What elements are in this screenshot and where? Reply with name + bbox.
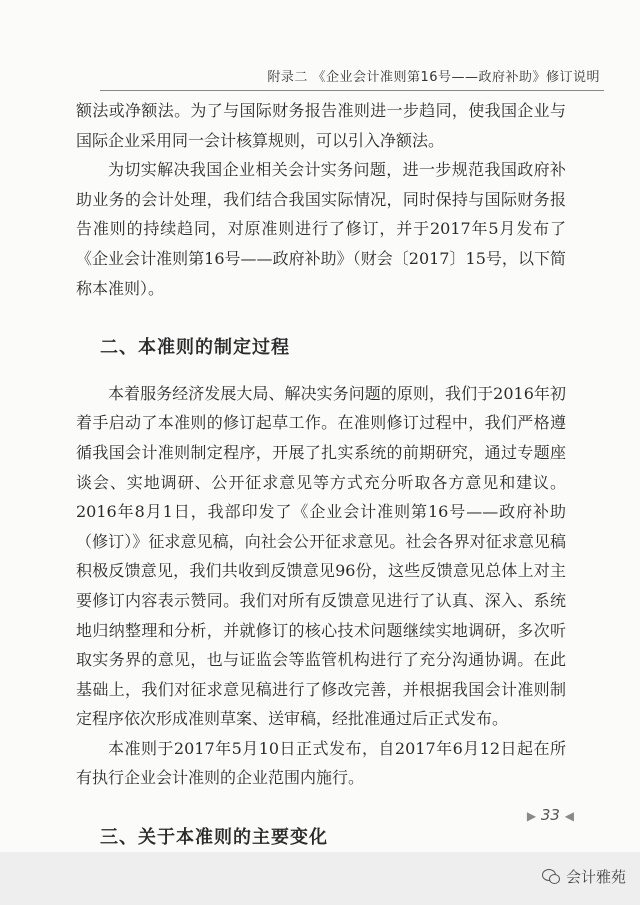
body-text [76, 96, 566, 898]
section-heading: 三、关于本准则的主要变化 [100, 827, 328, 849]
paragraph: 为切实解决我国企业相关会计实务问题，进一步规范我国政府补助业务的会计处理，我们结合我国实际情况，同时保持与国际财务报告准则的持续趋同，对原准则进行了修订，并于2017年5月发布了《企业会计准则第16号——政府补助》（财会〔2017〕15号，以下简称本准则）。 [76, 160, 566, 298]
running-header: 附录二 《企业会计准则第16号——政府补助》修订说明 [267, 70, 600, 85]
right-triangle-icon: ▶ [526, 809, 537, 823]
header-rule [100, 90, 604, 91]
page-number-value: 33 [540, 806, 560, 824]
page-number [527, 806, 574, 824]
watermark [542, 866, 626, 887]
section-heading: 二、本准则的制定过程 [100, 337, 290, 359]
paragraph: 本准则于2017年5月10日正式发布，自2017年6月12日起在所有执行企业会计准则的企业范围内施行。 [76, 738, 566, 788]
wechat-icon [542, 869, 560, 884]
left-triangle-icon: ◀ [564, 809, 574, 823]
paragraph: 本着服务经济发展大局、解决实务问题的原则，我们于2016年初着手启动了本准则的修订起草工作。在准则修订过程中，我们严格遵循我国会计准则制定程序，开展了扎实系统的前期研究，通过专题座谈会、实地调研、公开征求意见等方式充分听取各方意见和建议。2016年8月1日，我部印发了《企业会计准则第16号——政府补助（修订）》征求意见稿，向社会公开征求意见。社会各界对征求意见稿积极反馈意见，我们共收到反馈意见96份，这些反馈意见总体上对主要修订内容表示赞同。我们对所有反馈意见进行了认真、深入、系统地归纳整理和分析，并就修订的核心技术问题继续实地调研，多次听取实务界的意见，也与证监会等监管机构进行了充分沟通协调。在此基础上，我们对征求意见稿进行了修改完善，并根据我国会计准则制定程序依次形成准则草案、送审稿，经批准通过后正式发布。 [76, 383, 566, 729]
watermark-text: 会计雅苑 [565, 868, 626, 886]
paragraph: 额法或净额法。为了与国际财务报告准则进一步趋同，使我国企业与国际企业采用同一会计核算规则，可以引入净额法。 [76, 101, 566, 150]
